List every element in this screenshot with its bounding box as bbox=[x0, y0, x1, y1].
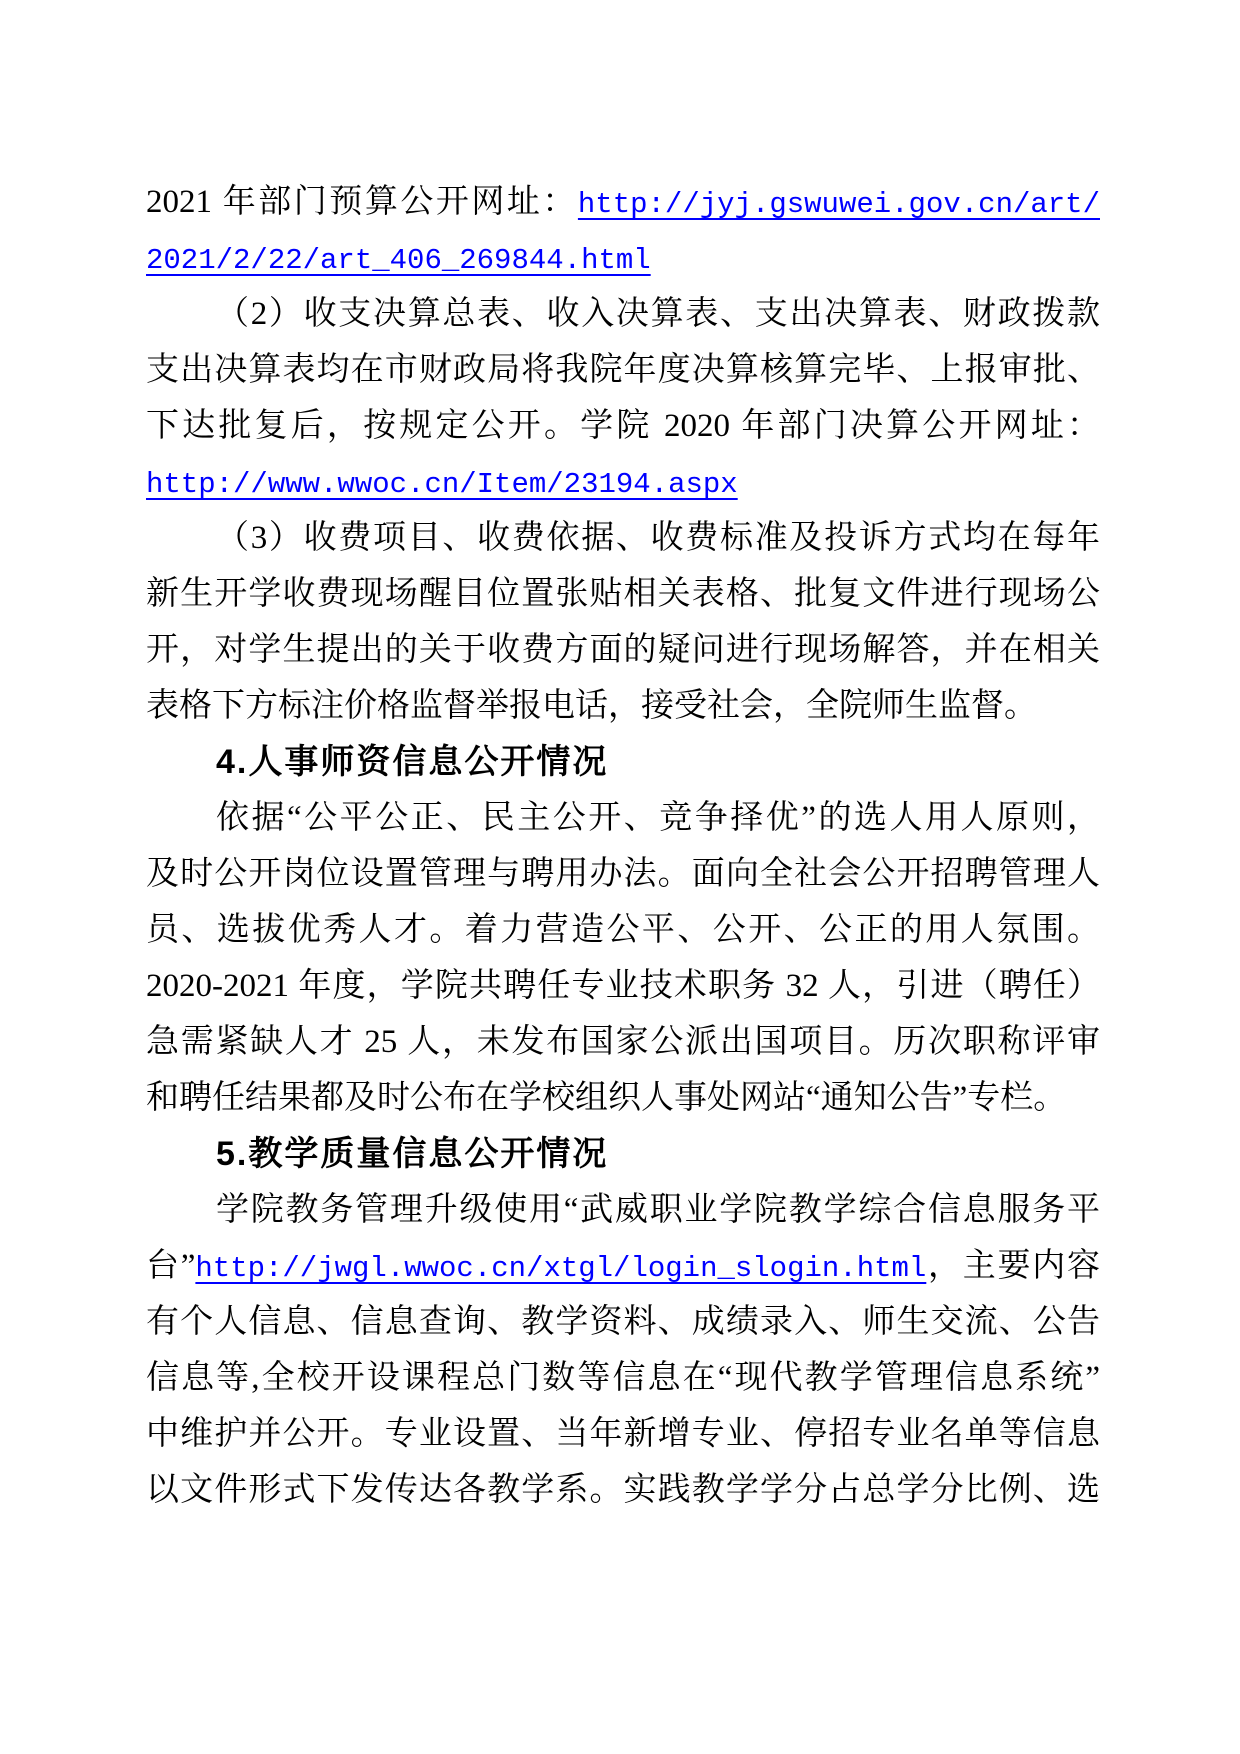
section-heading: 4.人事师资信息公开情况 bbox=[216, 743, 609, 781]
hyperlink[interactable]: http://jwgl.wwoc.cn/xtgl/login_slogin.html bbox=[195, 1252, 927, 1285]
text-line bbox=[146, 1350, 1100, 1406]
text-run: 2021 年部门预算公开网址： bbox=[146, 184, 578, 220]
text-line bbox=[146, 1014, 1100, 1070]
text-line bbox=[146, 454, 1100, 510]
text-run: 中维护并公开。专业设置、当年新增专业、停招专业名单等信息 bbox=[146, 1416, 1100, 1452]
section-heading: 5.教学质量信息公开情况 bbox=[216, 1135, 609, 1173]
document-text-block bbox=[146, 174, 1100, 1518]
text-line bbox=[146, 230, 1100, 286]
text-run: 员、选拔优秀人才。着力营造公平、公开、公正的用人氛围。 bbox=[146, 912, 1100, 948]
text-line bbox=[146, 902, 1100, 958]
text-line bbox=[146, 1238, 1100, 1294]
text-run: 表格下方标注价格监督举报电话，接受社会，全院师生监督。 bbox=[146, 688, 1037, 724]
text-line bbox=[146, 622, 1100, 678]
hyperlink[interactable]: http://www.wwoc.cn/Item/23194.aspx bbox=[146, 468, 738, 501]
text-line bbox=[146, 1182, 1100, 1238]
text-run: 以文件形式下发传达各教学系。实践教学学分占总学分比例、选 bbox=[146, 1472, 1100, 1508]
text-run: （3）收费项目、收费依据、收费标准及投诉方式均在每年 bbox=[216, 520, 1100, 556]
hyperlink[interactable]: http://jyj.gswuwei.gov.cn/art/ bbox=[577, 188, 1100, 221]
hyperlink[interactable]: 2021/2/22/art_406_269844.html bbox=[146, 244, 651, 277]
text-run: 下达批复后，按规定公开。学院 2020 年部门决算公开网址： bbox=[146, 408, 1100, 444]
text-run: 2020-2021 年度，学院共聘任专业技术职务 32 人，引进（聘任） bbox=[146, 968, 1100, 1004]
text-run: 有个人信息、信息查询、教学资料、成绩录入、师生交流、公告 bbox=[146, 1304, 1100, 1340]
text-run: （2）收支决算总表、收入决算表、支出决算表、财政拨款 bbox=[216, 296, 1100, 332]
text-line bbox=[146, 566, 1100, 622]
text-line bbox=[146, 1294, 1100, 1350]
text-line bbox=[146, 790, 1100, 846]
text-run: ，主要内容 bbox=[926, 1248, 1100, 1284]
text-run: 及时公开岗位设置管理与聘用办法。面向全社会公开招聘管理人 bbox=[146, 856, 1100, 892]
text-line bbox=[146, 846, 1100, 902]
text-line bbox=[146, 1406, 1100, 1462]
text-line bbox=[146, 342, 1100, 398]
text-run: 和聘任结果都及时公布在学校组织人事处网站“通知公告”专栏。 bbox=[146, 1080, 1067, 1116]
text-line bbox=[146, 510, 1100, 566]
text-line bbox=[146, 678, 1100, 734]
text-run: 支出决算表均在市财政局将我院年度决算核算完毕、上报审批、 bbox=[146, 352, 1100, 388]
text-line bbox=[146, 734, 1100, 790]
text-run: 学院教务管理升级使用“武威职业学院教学综合信息服务平 bbox=[216, 1192, 1100, 1228]
text-run: 依据“公平公正、民主公开、竞争择优”的选人用人原则， bbox=[216, 800, 1100, 836]
text-run: 开，对学生提出的关于收费方面的疑问进行现场解答，并在相关 bbox=[146, 632, 1100, 668]
text-line bbox=[146, 398, 1100, 454]
text-run: 信息等,全校开设课程总门数等信息在“现代教学管理信息系统” bbox=[146, 1360, 1100, 1396]
text-run: 台” bbox=[146, 1248, 196, 1284]
text-line bbox=[146, 958, 1100, 1014]
text-line bbox=[146, 286, 1100, 342]
text-line bbox=[146, 1462, 1100, 1518]
text-line bbox=[146, 1070, 1100, 1126]
text-run: 新生开学收费现场醒目位置张贴相关表格、批复文件进行现场公 bbox=[146, 576, 1100, 612]
text-line bbox=[146, 1126, 1100, 1182]
text-run: 急需紧缺人才 25 人，未发布国家公派出国项目。历次职称评审 bbox=[146, 1024, 1100, 1060]
text-line bbox=[146, 174, 1100, 230]
